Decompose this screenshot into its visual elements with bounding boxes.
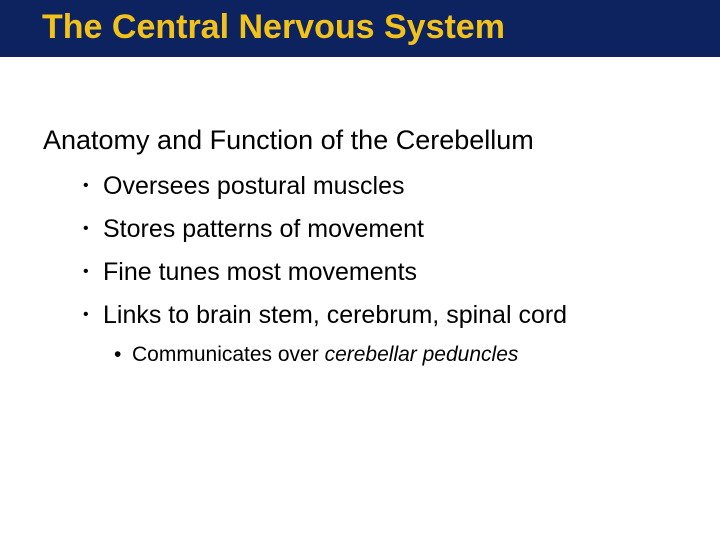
sub-bullet-item bbox=[114, 340, 518, 370]
bullet-text: Stores patterns of movement bbox=[103, 215, 424, 243]
bullet-text: Fine tunes most movements bbox=[103, 258, 418, 286]
bullet-dot-icon: • bbox=[83, 263, 89, 280]
bullet-dot-icon: • bbox=[83, 220, 89, 237]
title-bar bbox=[0, 0, 720, 57]
bullet-dot-icon: • bbox=[83, 177, 89, 194]
bullet-dot-icon: • bbox=[83, 306, 89, 323]
sub-bullet-emphasis: cerebellar peduncles bbox=[324, 343, 519, 366]
bullet-text: Oversees postural muscles bbox=[103, 172, 405, 200]
slide-title: The Central Nervous System bbox=[42, 8, 505, 46]
sub-bullet-text: Communicates over bbox=[132, 343, 325, 366]
sub-bullet-dot-icon: • bbox=[114, 343, 122, 366]
bullet-text: Links to brain stem, cerebrum, spinal cord bbox=[103, 301, 568, 329]
slide-heading: Anatomy and Function of the Cerebellum bbox=[43, 125, 534, 155]
